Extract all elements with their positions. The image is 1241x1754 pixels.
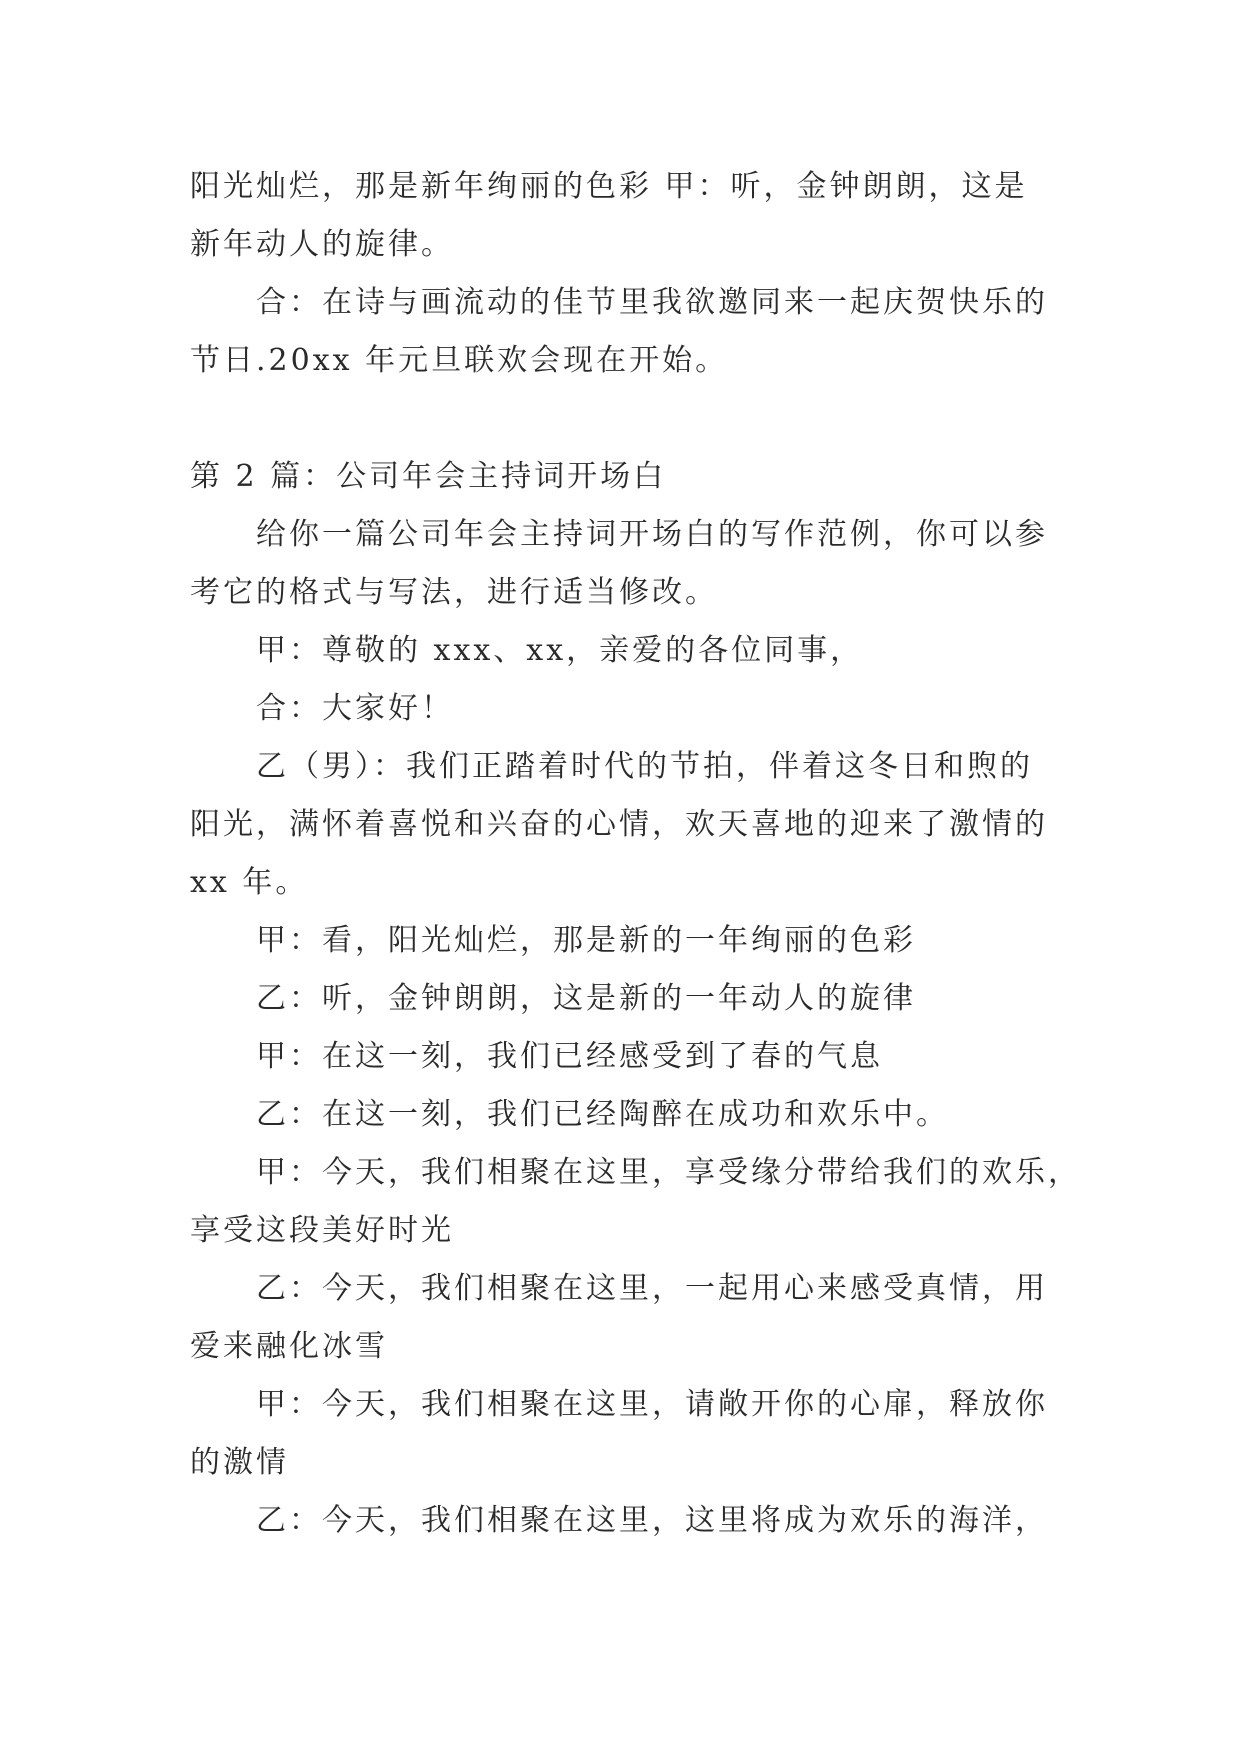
text-line: 乙：今天，我们相聚在这里，这里将成为欢乐的海洋， bbox=[256, 1503, 1048, 1538]
paragraph-gap bbox=[190, 390, 1070, 448]
text-line: 的激情 bbox=[190, 1445, 289, 1480]
section-heading: 第 2 篇：公司年会主持词开场白 bbox=[190, 459, 667, 494]
text-line: 甲：今天，我们相聚在这里，请敞开你的心扉，释放你 bbox=[256, 1387, 1048, 1422]
text-line: 阳光，满怀着喜悦和兴奋的心情，欢天喜地的迎来了激情的 bbox=[190, 807, 1048, 842]
text-line: 甲：在这一刻，我们已经感受到了春的气息 bbox=[256, 1039, 883, 1074]
text-line: 阳光灿烂，那是新年绚丽的色彩 甲：听，金钟朗朗，这是 bbox=[190, 169, 1028, 204]
text-line: 乙：在这一刻，我们已经陶醉在成功和欢乐中。 bbox=[256, 1097, 949, 1132]
text-line: 乙：听，金钟朗朗，这是新的一年动人的旋律 bbox=[256, 981, 916, 1016]
text-line: 爱来融化冰雪 bbox=[190, 1329, 388, 1364]
text-line: 节日.20xx 年元旦联欢会现在开始。 bbox=[190, 343, 729, 378]
text-line: 乙（男）：我们正踏着时代的节拍，伴着这冬日和煦的 bbox=[256, 749, 1033, 784]
text-line: xx 年。 bbox=[190, 865, 309, 900]
text-line: 甲：今天，我们相聚在这里，享受缘分带给我们的欢乐， bbox=[256, 1155, 1081, 1190]
text-line: 乙：今天，我们相聚在这里，一起用心来感受真情，用 bbox=[256, 1271, 1048, 1306]
text-line: 合：大家好！ bbox=[256, 691, 454, 726]
text-line: 享受这段美好时光 bbox=[190, 1213, 454, 1248]
text-line: 甲：尊敬的 xxx、xx，亲爱的各位同事， bbox=[256, 633, 864, 668]
text-line: 甲：看，阳光灿烂，那是新的一年绚丽的色彩 bbox=[256, 923, 916, 958]
document-body bbox=[190, 158, 1081, 1550]
text-line: 给你一篇公司年会主持词开场白的写作范例，你可以参 bbox=[256, 517, 1048, 552]
text-line: 新年动人的旋律。 bbox=[190, 227, 454, 262]
text-line: 考它的格式与写法，进行适当修改。 bbox=[190, 575, 718, 610]
text-line: 合：在诗与画流动的佳节里我欲邀同来一起庆贺快乐的 bbox=[256, 285, 1048, 320]
